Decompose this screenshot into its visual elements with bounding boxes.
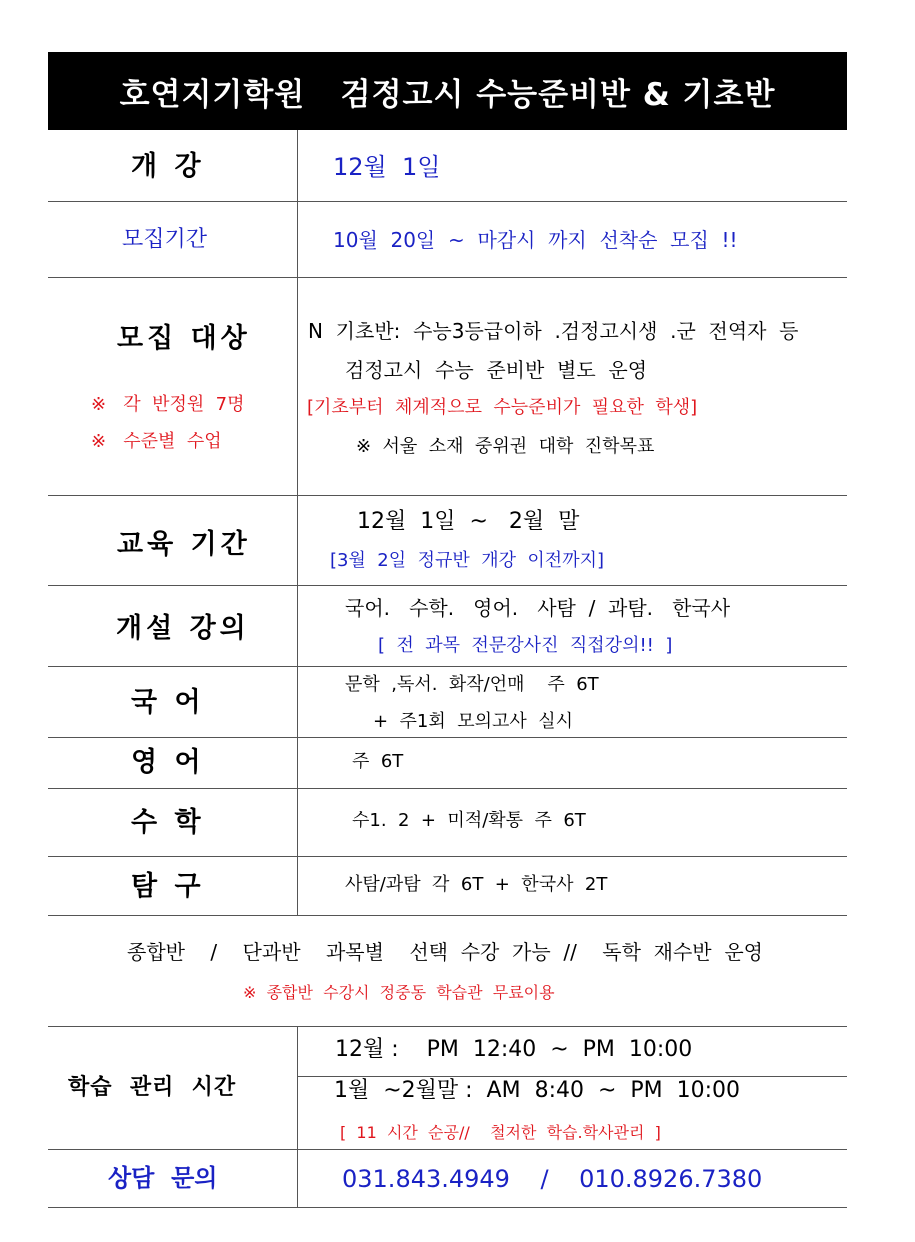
target-line-goal: ※ 서울 소재 중위권 대학 진학목표	[356, 436, 655, 457]
row-divider	[48, 666, 847, 667]
korean-schedule: 문학 ,독서. 화작/언매 주 6T	[345, 674, 599, 695]
opening-label: 개 강	[131, 151, 205, 182]
row-divider	[48, 1026, 847, 1027]
target-line-basic: N 기초반: 수능3등급이하 .검정고시생 .군 전역자 등	[308, 319, 799, 343]
general-note: ※ 종합반 수강시 정중동 학습관 무료이용	[243, 983, 555, 1002]
study-hours-jan-feb: 1월 ~2월말 : AM 8:40 ~ PM 10:00	[334, 1078, 741, 1103]
edu-period-note: [3월 2일 정규반 개강 이전까지]	[330, 550, 604, 571]
contact-phones[interactable]: 031.843.4949 / 010.8926.7380	[342, 1165, 763, 1193]
inquiry-label: 탐 구	[131, 871, 205, 902]
recruit-period-value: 10월 20일 ~ 마감시 까지 선착순 모집 !!	[333, 228, 738, 252]
edu-period-range: 12월 1일 ~ 2월 말	[357, 509, 580, 534]
opening-value: 12월 1일	[333, 153, 441, 181]
target-note-level: ※ 수준별 수업	[91, 431, 222, 452]
column-divider-bottom	[297, 1026, 298, 1207]
row-divider	[48, 737, 847, 738]
english-label: 영 어	[131, 747, 205, 778]
target-line-prep: 검정고시 수능 준비반 별도 운영	[345, 358, 648, 382]
column-divider	[297, 130, 298, 916]
page-title: 호연지기학원 검정고시 수능준비반 & 기초반	[48, 52, 847, 130]
row-divider-inner	[297, 1076, 847, 1077]
row-divider	[48, 1207, 847, 1208]
contact-label: 상담 문의	[108, 1164, 218, 1192]
row-divider	[48, 788, 847, 789]
target-line-desc: [기초부터 체계적으로 수능준비가 필요한 학생]	[307, 397, 698, 418]
study-hours-note: [ 11 시간 순공// 철저한 학습.학사관리 ]	[340, 1123, 661, 1142]
row-divider	[48, 915, 847, 916]
general-info: 종합반 / 단과반 과목별 선택 수강 가능 // 독학 재수반 운영	[127, 940, 763, 964]
study-hours-label: 학습 관리 시간	[68, 1075, 237, 1100]
courses-label: 개설 강의	[116, 613, 250, 644]
row-divider	[48, 201, 847, 202]
math-label: 수 학	[131, 807, 205, 838]
edu-period-label: 교육 기간	[117, 529, 251, 560]
math-schedule: 수1. 2 + 미적/확통 주 6T	[352, 810, 586, 831]
row-divider	[48, 277, 847, 278]
row-divider	[48, 856, 847, 857]
courses-note: [ 전 과목 전문강사진 직접강의!! ]	[378, 635, 673, 656]
target-note-capacity: ※ 각 반정원 7명	[91, 394, 245, 415]
courses-list: 국어. 수학. 영어. 사탐 / 과탐. 한국사	[345, 596, 731, 620]
recruit-period-label: 모집기간	[122, 227, 208, 252]
korean-mock-exam: + 주1회 모의고사 실시	[373, 711, 573, 732]
study-hours-december: 12월 : PM 12:40 ~ PM 10:00	[335, 1037, 693, 1062]
korean-label: 국 어	[131, 687, 205, 718]
row-divider	[48, 495, 847, 496]
inquiry-schedule: 사탐/과탐 각 6T + 한국사 2T	[345, 874, 608, 895]
target-label: 모집 대상	[117, 323, 251, 354]
row-divider	[48, 1149, 847, 1150]
english-schedule: 주 6T	[352, 751, 404, 772]
row-divider	[48, 585, 847, 586]
